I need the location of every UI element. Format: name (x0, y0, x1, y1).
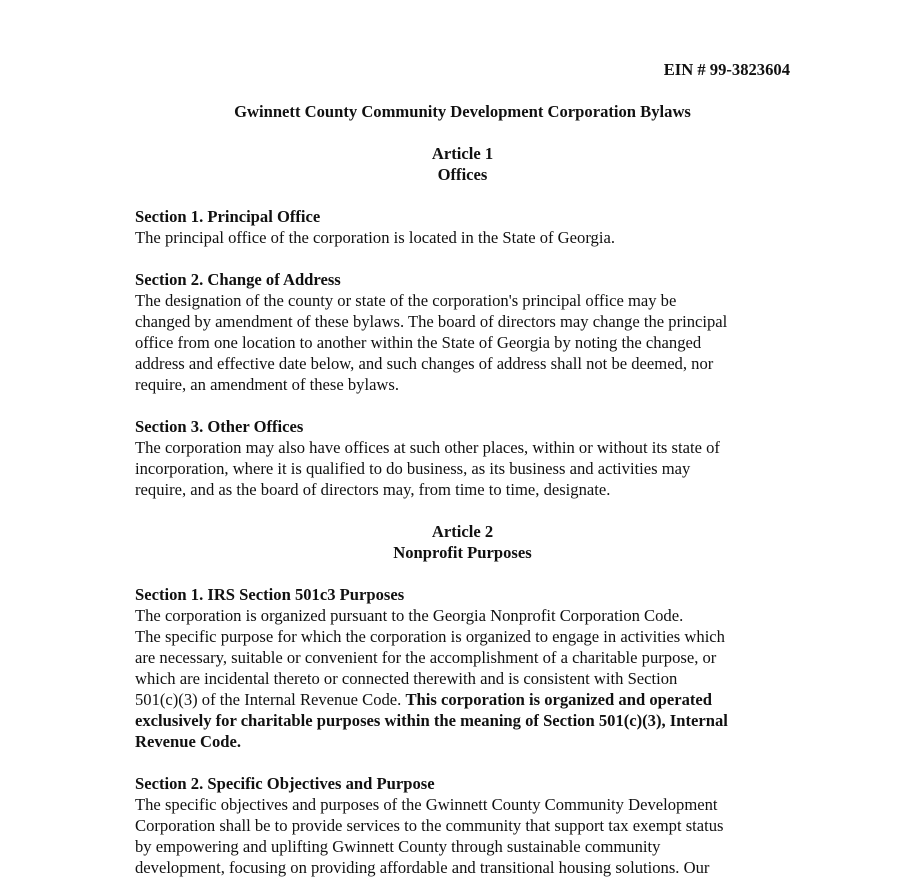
body-line: Corporation shall be to provide services to the community that support tax exempt status (135, 816, 724, 835)
body-line (135, 689, 790, 710)
body-line: which are incidental thereto or connected therewith and is consistent with Section (135, 669, 678, 688)
body-line: development, focusing on providing affordable and transitional housing solutions. Our (135, 858, 710, 877)
body-line: The specific objectives and purposes of the Gwinnett County Community Development (135, 795, 718, 814)
article-1-subtitle: Offices (437, 165, 488, 184)
document-title: Gwinnett County Community Development Corporation Bylaws (234, 102, 691, 121)
body-line: changed by amendment of these bylaws. The board of directors may change the principal (135, 312, 728, 331)
body-line: by empowering and uplifting Gwinnett County through sustainable community (135, 837, 661, 856)
body-line: address and effective date below, and such changes of address shall not be deemed, nor (135, 354, 714, 373)
section-heading: Section 2. Specific Objectives and Purpose (135, 774, 435, 793)
section-heading: Section 1. Principal Office (135, 207, 321, 226)
document-page (135, 59, 790, 878)
article-1-heading: Article 1 (431, 144, 494, 163)
emphasis-line: exclusively for charitable purposes within the meaning of Section 501(c)(3), Internal (135, 711, 728, 730)
body-line: The corporation may also have offices at such other places, within or without its state of (135, 438, 720, 457)
body-line: The specific purpose for which the corporation is organized to engage in activities which (135, 627, 725, 646)
body-text: 501(c)(3) of the Internal Revenue Code. (135, 690, 406, 709)
body-line: require, an amendment of these bylaws. (135, 375, 400, 394)
section-heading: Section 3. Other Offices (135, 417, 304, 436)
article-2-heading: Article 2 (431, 522, 494, 541)
body-line: The principal office of the corporation is located in the State of Georgia. (135, 228, 615, 247)
body-line: are necessary, suitable or convenient for the accomplishment of a charitable purpose, or (135, 648, 717, 667)
body-line: incorporation, where it is qualified to do business, as its business and activities may (135, 459, 691, 478)
ein-number: EIN # 99-3823604 (663, 60, 790, 79)
emphasis-text: This corporation is organized and operated (405, 690, 712, 709)
body-line: The designation of the county or state of the corporation's principal office may be (135, 291, 677, 310)
body-line: office from one location to another within the State of Georgia by noting the changed (135, 333, 702, 352)
article-2-subtitle: Nonprofit Purposes (393, 543, 532, 562)
section-heading: Section 2. Change of Address (135, 270, 341, 289)
body-line: The corporation is organized pursuant to the Georgia Nonprofit Corporation Code. (135, 606, 684, 625)
section-heading: Section 1. IRS Section 501c3 Purposes (135, 585, 405, 604)
body-line: require, and as the board of directors may, from time to time, designate. (135, 480, 611, 499)
emphasis-line: Revenue Code. (135, 732, 242, 751)
